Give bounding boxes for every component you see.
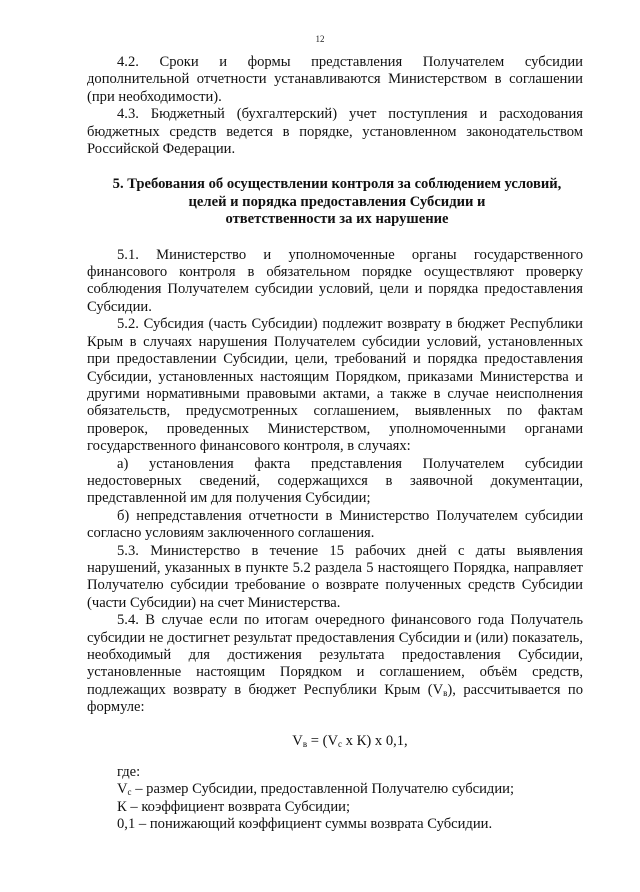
spacer [87, 158, 583, 176]
heading-line-2: целей и порядка предоставления Субсидии и [188, 193, 486, 210]
paragraph-5-3: 5.3. Министерство в течение 15 рабочих дней с даты выявления нарушений, указанных в пункте 5.2 раздела 5 настоящего Порядка, направляет Получателю субсидии требование о возврате полученных средств Субсидии (части Субсидии) на счет Министерства. [87, 542, 583, 611]
formula [87, 733, 583, 750]
legend-vc-subscript: с [127, 787, 132, 798]
paragraph-5-2-a: а) установления факта представления Получателем субсидии недостоверных сведений, содержащихся в заявочной документации, представленной им для получения Субсидии; [87, 455, 583, 507]
formula-eq: = (V [307, 732, 339, 749]
paragraph-4-2: 4.2. Сроки и формы представления Получателем субсидии дополнительной отчетности устанавливаются Министерством в соглашении (при необходимости). [87, 54, 583, 105]
heading-line-3: ответственности за их нарушение [225, 211, 449, 228]
subscript: в [443, 687, 448, 698]
document-body [87, 54, 583, 834]
section-5-heading [87, 176, 583, 228]
legend-intro: где: [117, 764, 141, 781]
formula-legend [87, 764, 583, 834]
page-number: 12 [315, 34, 325, 44]
legend-k: К – коэффициент возврата Субсидии; [117, 798, 351, 815]
formula-v: V [292, 732, 303, 749]
paragraph-4-3: 4.3. Бюджетный (бухгалтерский) учет поступления и расходования бюджетных средств ведется в порядке, установленном законодательством Российской Федерации. [87, 106, 583, 158]
legend-vc-symbol: V [117, 781, 128, 798]
paragraph-5-1: 5.1. Министерство и уполномоченные органы государственного финансового контроля в обязательном порядке осуществляют проверку соблюдения Получателем субсидии условий, цели и порядка предоставления Субсидии. [87, 246, 583, 315]
legend-vc [117, 781, 583, 798]
paragraph-5-4-text: 5.4. В случае если по итогам очередного финансового года Получатель субсидии не достигнет результат предоставления Субсидии и (или) показатель, необходимый для достижения результата предоставления Субсидии, установленные настоящим Порядком и соглашением, объём средств, подлежащих возврату в бюджет Республики Крым (V [87, 612, 583, 698]
paragraph-5-2-b: б) непредставления отчетности в Министерство Получателем субсидии согласно условиям заключенного соглашения. [87, 507, 583, 542]
legend-vc-definition: – размер Субсидии, предоставленной Получателю субсидии; [131, 781, 515, 798]
formula-v-subscript: в [302, 738, 308, 749]
paragraph-5-4 [87, 612, 583, 716]
legend-coefficient: 0,1 – понижающий коэффициент суммы возврата Субсидии. [117, 816, 493, 833]
formula-rest: х К) х 0,1, [342, 732, 408, 749]
spacer [87, 229, 583, 247]
formula-vc-subscript: с [338, 738, 343, 749]
paragraph-5-4-tail: ), рассчитывается по формуле: [87, 681, 583, 716]
paragraph-5-2: 5.2. Субсидия (часть Субсидии) подлежит возврату в бюджет Республики Крым в случаях нарушения Получателем субсидии условий, установленных при предоставлении Субсидии, цели, требований и порядка предоставления Субсидии, установленных настоящим Порядком, приказами Министерства и другими нормативными правовыми актами, а также в случае неисполнения обязательств, предусмотренных соглашением, выявленных по фактам проверок, проведенных Министерством, уполномоченными органами государственного финансового контроля, в случаях: [87, 316, 583, 455]
heading-line-1: 5. Требования об осуществлении контроля за соблюдением условий, [112, 176, 562, 193]
